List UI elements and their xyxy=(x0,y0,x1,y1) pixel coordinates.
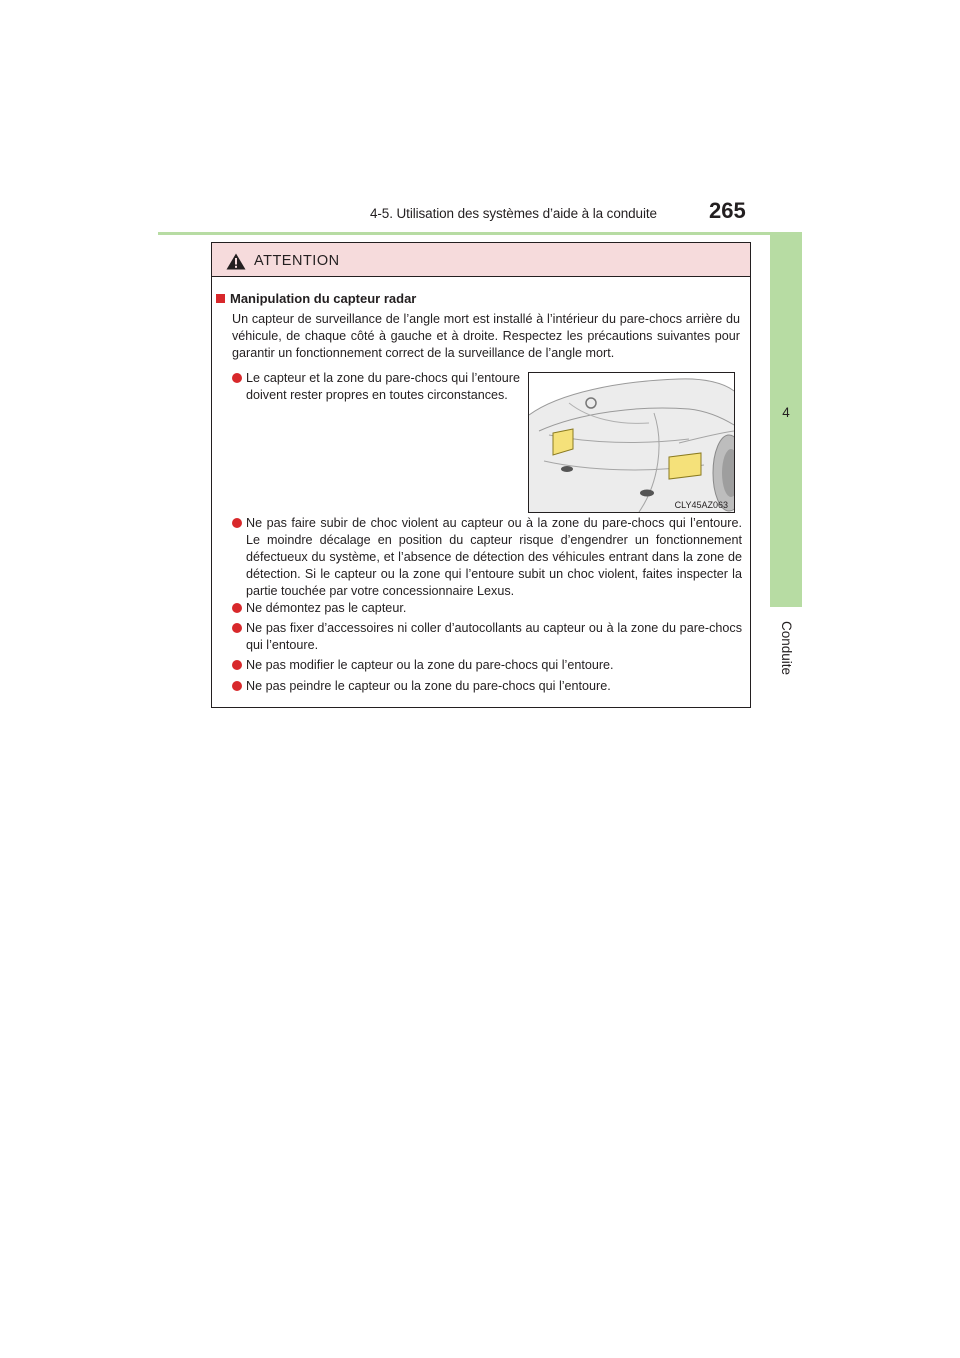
figure-code: CLY45AZ063 xyxy=(674,500,728,510)
chapter-number: 4 xyxy=(782,405,790,420)
attention-box: ATTENTION Manipulation du capteur radar Un capteur de surveillance de l’angle mort est installé à l’intérieur du pare-chocs arrière du véhicule, de chaque côté à gauche et à droite. Respectez les précautions suivantes pour garantir un fonctionnement correct de la surveillance de l’angle mort. Le capteur et la zone du pare-chocs qui l’entoure doivent rester propres en toutes circonstances. CLY45AZ063 Ne pas faire subir de choc violent au capteur ou à la zone du pare-chocs qui l’entoure. Le moindre décalage en position du capteur risque d’engendrer un fonctionnement défectueux du système, et l’absence de détection des véhicules entrant dans la zone de détection. Si le capteur ou la zone qui l’entoure subit un choc violent, faites inspecter la partie touchée par votre concessionnaire Lexus. Ne démontez pas le capteur. Ne pas fixer d’accessoires ni coller d’autocollants au capteur ou à la zone du pare-chocs qui l’entoure. Ne pas modifier le capteur ou la zone du pare-chocs qui l’entoure. Ne pas peindre le capteur ou la zone du pare-chocs qui l’entoure. xyxy=(211,242,751,708)
bullet-icon xyxy=(232,681,242,691)
bullet-icon xyxy=(232,603,242,613)
header-rule xyxy=(158,232,802,235)
subsection-title: Manipulation du capteur radar xyxy=(216,291,416,306)
attention-header xyxy=(212,243,750,277)
square-bullet-icon xyxy=(216,294,225,303)
attention-title: ATTENTION xyxy=(254,253,340,269)
intro-paragraph: Un capteur de surveillance de l’angle mort est installé à l’intérieur du pare-chocs arrière du véhicule, de chaque côté à gauche et à droite. Respectez les précautions suivantes pour garantir un fonctionnement correct de la surveillance de l’angle mort. xyxy=(232,312,740,360)
page-number: 265 xyxy=(709,198,746,223)
bullet-icon xyxy=(232,623,242,633)
chapter-tab xyxy=(770,235,802,607)
bumper-sensor-illustration xyxy=(528,372,735,513)
car-rear-drawing xyxy=(529,373,734,512)
bullet-icon xyxy=(232,660,242,670)
bullet-icon xyxy=(232,373,242,383)
bullet-icon xyxy=(232,518,242,528)
chapter-label: Conduite xyxy=(779,621,794,676)
section-title: 4-5. Utilisation des systèmes d’aide à la conduite xyxy=(370,206,657,221)
warning-icon xyxy=(226,253,246,270)
